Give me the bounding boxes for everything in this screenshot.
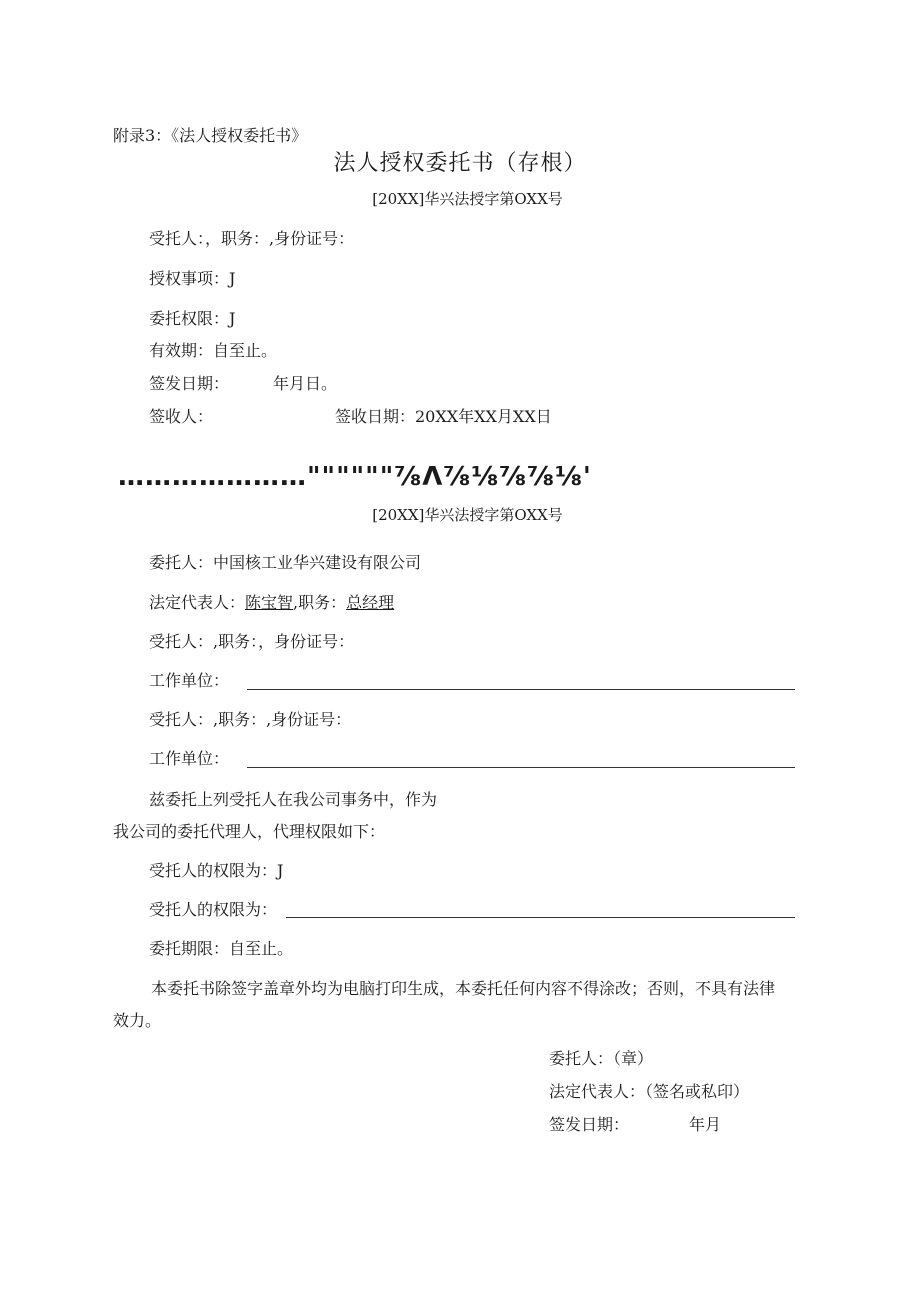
work-unit-2-blank-line — [247, 767, 795, 768]
position-value: 总经理 — [346, 593, 395, 612]
sign-date — [549, 1117, 721, 1133]
trustee-authority-2: 受托人的权限为： — [149, 900, 278, 919]
legal-rep-name: 陈宝智 — [245, 593, 294, 612]
principal-line: 委托人：中国核工业华兴建设有限公司 — [149, 553, 422, 572]
trustee-1-line: 受托人：,职务：，身份证号： — [149, 632, 355, 651]
work-unit-label-1: 工作单位： — [149, 671, 230, 690]
legal-rep-label: 法定代表人： — [149, 593, 246, 612]
appendix-heading: 附录3：《法人授权委托书》 — [113, 126, 308, 145]
trustee-authority-blank-line — [286, 917, 795, 918]
sign-date-value: 年月 — [689, 1115, 722, 1134]
stub-receipt-date: 签收日期：20XX年XX月XX日 — [335, 407, 552, 426]
stub-issue-date — [149, 376, 337, 392]
legal-rep-line — [149, 595, 394, 611]
notice-line-2: 效力。 — [113, 1011, 162, 1030]
stub-trustee-line: 受托人：，职务：,身份证号： — [149, 229, 355, 248]
work-unit-1-blank-line — [247, 689, 795, 690]
sign-date-label: 签发日期： — [549, 1115, 630, 1134]
main-doc-number: [20XX]华兴法授字第OXX号 — [372, 506, 563, 524]
entrust-period: 委托期限：自至止。 — [149, 939, 294, 958]
sign-principal: 委托人：（章） — [549, 1049, 654, 1068]
stub-issue-date-value: 年月日。 — [273, 374, 338, 393]
sign-legal-rep: 法定代表人：（签名或私印） — [549, 1082, 750, 1101]
stub-receiver-label: 签收人： — [149, 407, 214, 426]
delegation-line-2: 我公司的委托代理人，代理权限如下： — [113, 822, 386, 841]
stub-title: 法人授权委托书（存根） — [333, 151, 587, 176]
position-label: ,职务： — [293, 593, 347, 612]
stub-doc-number: [20XX]华兴法授字第OXX号 — [372, 190, 563, 208]
cut-separator: …………………""""""⅞Λ⅞⅛⅞⅞⅛' — [118, 462, 592, 492]
stub-validity: 有效期：自至止。 — [149, 341, 278, 360]
stub-authority-scope: 委托权限：J — [149, 309, 236, 328]
stub-authorized-matter: 授权事项：J — [149, 269, 236, 288]
notice-line-1: 本委托书除签字盖章外均为电脑打印生成，本委托任何内容不得涂改；否则，不具有法律 — [151, 979, 776, 998]
stub-issue-date-label: 签发日期： — [149, 374, 230, 393]
delegation-line-1: 兹委托上列受托人在我公司事务中，作为 — [149, 790, 438, 809]
trustee-authority-1: 受托人的权限为：J — [149, 861, 284, 880]
work-unit-label-2: 工作单位： — [149, 749, 230, 768]
trustee-2-line: 受托人：,职务：,身份证号： — [149, 710, 352, 729]
